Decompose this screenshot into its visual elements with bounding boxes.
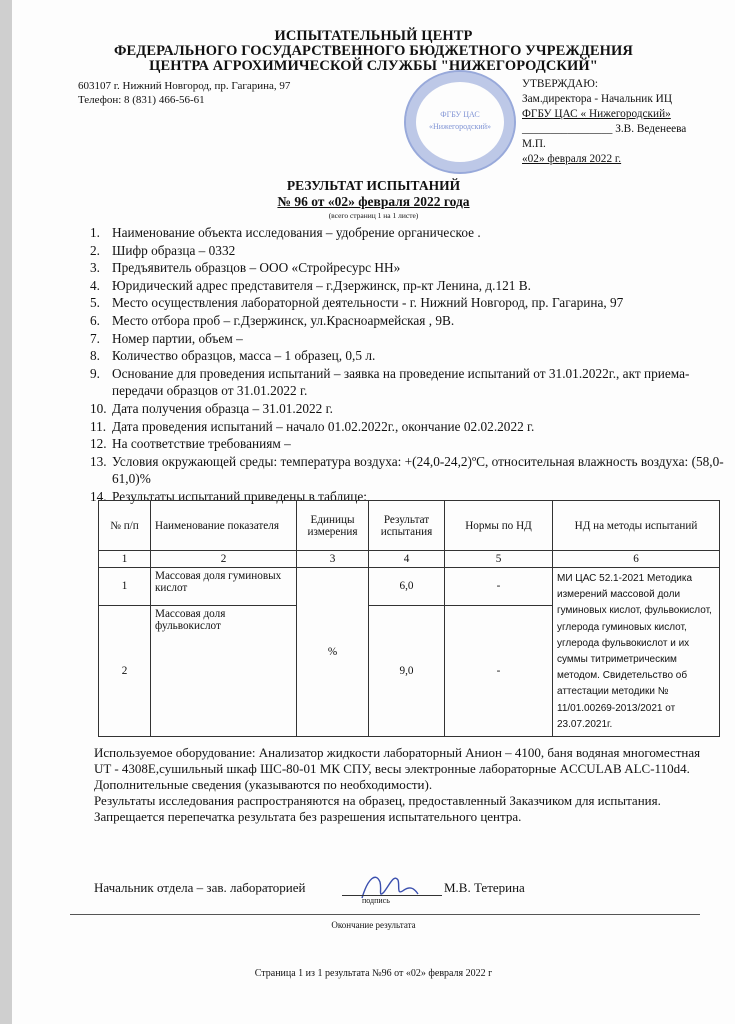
list-item bbox=[90, 418, 730, 436]
list-item bbox=[90, 330, 730, 348]
approval-name: ________________ З.В. Веденеева bbox=[522, 123, 687, 135]
list-item-text: Количество образцов, масса – 1 образец, 0,5 л. bbox=[112, 348, 376, 364]
list-item bbox=[90, 224, 730, 242]
info-list bbox=[90, 224, 730, 506]
page-footer: Страница 1 из 1 результата №96 от «02» февраля 2022 г bbox=[254, 968, 493, 979]
list-item-text: Предъявитель образцов – ООО «Стройресурс НН» bbox=[112, 260, 401, 276]
table-cell: 6,0 bbox=[369, 568, 445, 606]
approval-block bbox=[522, 77, 686, 167]
list-item-number: 1. bbox=[90, 225, 100, 240]
table-cell: 4 bbox=[369, 551, 445, 568]
table-cell: 2 bbox=[151, 551, 297, 568]
header-line-3: ЦЕНТРА АГРОХИМИЧЕСКОЙ СЛУЖБЫ "НИЖЕГОРОДСКИЙ" bbox=[149, 58, 598, 74]
list-item bbox=[90, 453, 730, 488]
equipment-note: Используемое оборудование: Анализатор жидкости лабораторный Анион – 4100, баня водяная многоместная UT - 4308E,сушильный шкаф ШС-80-01 МК СПУ, весы электронные лабораторные ACCULAB ALC-110d4. bbox=[94, 745, 701, 776]
table-cell-method: МИ ЦАС 52.1-2021 Методика измерений массовой доли гуминовых кислот, фульвокислот, углерода гуминовых кислот, углерода фульвокислот и их суммы титриметрическим методом. Свидетельство об аттестации методики № 11/01.00269-2013/2021 от 23.07.2021г. bbox=[553, 568, 720, 737]
list-item bbox=[90, 242, 730, 260]
header-line-2: ФЕДЕРАЛЬНОГО ГОСУДАРСТВЕННОГО БЮДЖЕТНОГО УЧРЕЖДЕНИЯ bbox=[113, 43, 634, 59]
list-item-text: Дата проведения испытаний – начало 01.02.2022г., окончание 02.02.2022 г. bbox=[112, 418, 535, 434]
list-item bbox=[90, 400, 730, 418]
document-page bbox=[12, 0, 735, 1024]
list-item bbox=[90, 365, 730, 400]
page-edge-shadow bbox=[0, 0, 12, 1024]
document-number-text: № 96 от «02» февраля 2022 года bbox=[277, 194, 470, 209]
list-item bbox=[90, 277, 730, 295]
header-phone: Телефон: 8 (831) 466-56-61 bbox=[78, 94, 205, 106]
list-item-text: Основание для проведения испытаний – заявка на проведение испытаний от 31.01.2022г., акт приема-передачи образцов от 31.01.2022 г. bbox=[112, 365, 690, 399]
table-header-cell: Нормы по НД bbox=[445, 501, 553, 551]
scope-note: Результаты исследования распространяются на образец, предоставленный Заказчиком для испытания. bbox=[94, 793, 661, 808]
table-header-cell: Наименование показателя bbox=[151, 501, 297, 551]
list-item-text: Номер партии, объем – bbox=[112, 330, 243, 346]
list-item bbox=[90, 347, 730, 365]
list-item-text: На соответствие требованиям – bbox=[112, 436, 291, 452]
stamp-text-1: ФГБУ ЦАС bbox=[440, 110, 480, 119]
list-item-number: 7. bbox=[90, 330, 100, 346]
end-of-result: Окончание результата bbox=[331, 920, 416, 930]
table-cell: 3 bbox=[297, 551, 369, 568]
list-item bbox=[90, 259, 730, 277]
footer-notes bbox=[94, 745, 714, 825]
table-cell: 1 bbox=[99, 568, 151, 606]
list-item-text: Результаты испытаний приведены в таблице: bbox=[112, 488, 367, 504]
header-line-1: ИСПЫТАТЕЛЬНЫЙ ЦЕНТР bbox=[274, 28, 473, 44]
list-item-number: 3. bbox=[90, 260, 100, 276]
list-item-number: 14. bbox=[90, 488, 107, 504]
table-column-numbers-row bbox=[99, 551, 720, 568]
list-item-number: 6. bbox=[90, 312, 100, 328]
list-item-text: Место осуществления лабораторной деятельности - г. Нижний Новгород, пр. Гагарина, 97 bbox=[112, 295, 624, 311]
list-item-number: 13. bbox=[90, 453, 107, 469]
list-item-number: 2. bbox=[90, 242, 100, 258]
organization-stamp bbox=[404, 70, 516, 174]
list-item bbox=[90, 435, 730, 453]
list-item bbox=[90, 294, 730, 312]
table-row bbox=[99, 568, 720, 606]
document-number bbox=[12, 194, 735, 210]
table-header-cell: Результат испытания bbox=[369, 501, 445, 551]
table-cell: 1 bbox=[99, 551, 151, 568]
table-cell: 6 bbox=[553, 551, 720, 568]
list-item-number: 12. bbox=[90, 436, 107, 452]
table-cell: Массовая доля гуминовых кислот bbox=[151, 568, 297, 606]
reprint-note: Запрещается перепечатка результата без разрешения испытательного центра. bbox=[94, 809, 522, 824]
approval-mp: М.П. bbox=[522, 138, 546, 150]
document-title: РЕЗУЛЬТАТ ИСПЫТАНИЙ bbox=[286, 178, 461, 193]
table-header-cell: № п/п bbox=[99, 501, 151, 551]
list-item-text: Условия окружающей среды: температура воздуха: +(24,0-24,2)ºС, относительная влажность воздуха: (58,0-61,0)% bbox=[112, 453, 724, 487]
header-address: 603107 г. Нижний Новгород, пр. Гагарина, 97 bbox=[78, 80, 291, 92]
table-cell: - bbox=[445, 568, 553, 606]
table-cell-unit: % bbox=[297, 568, 369, 737]
approval-org: ФГБУ ЦАС « Нижегородский» bbox=[522, 108, 671, 120]
list-item-number: 5. bbox=[90, 295, 100, 311]
table-header-cell: Единицы измерения bbox=[297, 501, 369, 551]
stamp-text-2: «Нижегородский» bbox=[429, 122, 491, 131]
signature-name: М.В. Тетерина bbox=[444, 880, 525, 895]
table-header-row bbox=[99, 501, 720, 551]
table-cell: 2 bbox=[99, 605, 151, 736]
results-table bbox=[98, 500, 720, 737]
header-contacts bbox=[78, 79, 290, 107]
list-item bbox=[90, 312, 730, 330]
additional-note: Дополнительные сведения (указываются по необходимости). bbox=[94, 777, 433, 792]
list-item-number: 4. bbox=[90, 277, 100, 293]
signature-caption: подпись bbox=[362, 896, 390, 905]
list-item-number: 9. bbox=[90, 365, 100, 381]
table-cell: - bbox=[445, 605, 553, 736]
divider bbox=[70, 914, 700, 915]
list-item-number: 11. bbox=[90, 418, 107, 434]
list-item-text: Место отбора проб – г.Дзержинск, ул.Красноармейская , 9В. bbox=[112, 312, 455, 328]
approval-date: «02» февраля 2022 г. bbox=[522, 153, 622, 165]
approval-position: Зам.директора - Начальник ИЦ bbox=[522, 93, 672, 105]
table-cell: Массовая доля фульвокислот bbox=[151, 605, 297, 736]
approval-title: УТВЕРЖДАЮ: bbox=[522, 78, 598, 90]
table-cell: 5 bbox=[445, 551, 553, 568]
list-item-number: 8. bbox=[90, 348, 100, 364]
list-item-text: Шифр образца – 0332 bbox=[112, 242, 236, 258]
list-item-text: Юридический адрес представителя – г.Дзержинск, пр-кт Ленина, д.121 В. bbox=[112, 277, 531, 293]
table-header-cell: НД на методы испытаний bbox=[553, 501, 720, 551]
table-cell: 9,0 bbox=[369, 605, 445, 736]
document-pages-note: (всего страниц 1 на 1 листе) bbox=[328, 211, 419, 220]
list-item-number: 10. bbox=[90, 400, 107, 416]
list-item-text: Наименование объекта исследования – удобрение органическое . bbox=[112, 225, 481, 240]
list-item-text: Дата получения образца – 31.01.2022 г. bbox=[112, 400, 333, 416]
signature-line bbox=[342, 895, 442, 896]
signature-role: Начальник отдела – зав. лабораторией bbox=[94, 880, 306, 895]
